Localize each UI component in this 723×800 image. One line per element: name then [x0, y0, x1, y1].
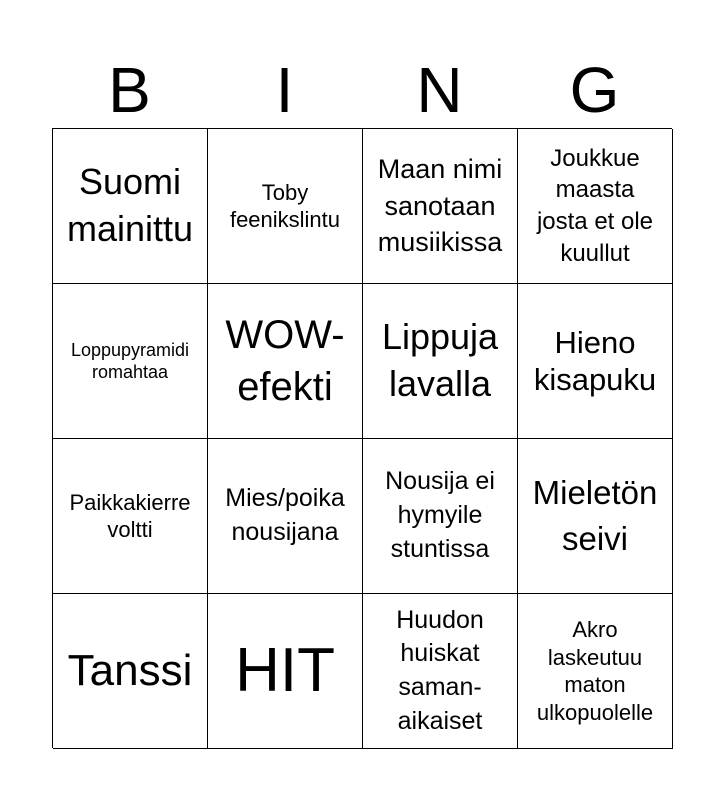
- bingo-cell-r4c1[interactable]: [53, 594, 208, 749]
- bingo-cell-r4c2[interactable]: [208, 594, 363, 749]
- header-letter-g: G: [569, 54, 620, 126]
- header-letter-n: N: [416, 54, 463, 126]
- cell-text: Nousija ei hymyile stuntissa: [385, 467, 495, 563]
- cell-text: Suomi mainittu: [66, 161, 194, 249]
- cell-text: Mies/poika nousijana: [225, 484, 345, 546]
- cell-text: Maan nimi sanotaan musiikissa: [377, 154, 503, 258]
- bingo-cell-r1c3[interactable]: [363, 129, 518, 284]
- cell-text: Tanssi: [67, 646, 193, 696]
- bingo-cell-r1c2[interactable]: [208, 129, 363, 284]
- cell-text: HIT: [235, 635, 335, 705]
- bingo-cell-r2c1[interactable]: [53, 284, 208, 439]
- bingo-cell-r4c3[interactable]: [363, 594, 518, 749]
- header-letter-b: B: [108, 54, 151, 126]
- cell-text: Mieletön seivi: [532, 473, 658, 557]
- bingo-cell-r2c3[interactable]: [363, 284, 518, 439]
- bingo-cell-r3c4[interactable]: [518, 439, 673, 594]
- cell-text: Loppupyramidi romahtaa: [70, 339, 190, 382]
- bingo-cell-r4c4[interactable]: [518, 594, 673, 749]
- bingo-cell-r3c3[interactable]: [363, 439, 518, 594]
- cell-text: Akro laskeutuu maton ulkopuolelle: [536, 617, 654, 725]
- bingo-cell-r1c4[interactable]: [518, 129, 673, 284]
- cell-text: Huudon huiskat saman-aikaiset: [396, 605, 484, 735]
- bingo-cell-r2c4[interactable]: [518, 284, 673, 439]
- cell-text: Lippuja lavalla: [381, 316, 499, 404]
- bingo-header: [52, 52, 672, 128]
- cell-text: Paikkakierre voltti: [69, 489, 191, 542]
- cell-text: Toby feenikslintu: [229, 179, 341, 232]
- bingo-cell-r1c1[interactable]: [53, 129, 208, 284]
- header-letter-i: I: [275, 54, 294, 126]
- cell-text: WOW-efekti: [225, 313, 345, 409]
- cell-text: Hieno kisapuku: [533, 324, 657, 397]
- bingo-cell-r3c1[interactable]: [53, 439, 208, 594]
- bingo-card: [52, 128, 672, 748]
- bingo-cell-r3c2[interactable]: [208, 439, 363, 594]
- bingo-cell-r2c2[interactable]: [208, 284, 363, 439]
- cell-text: Joukkue maasta josta et ole kuullut: [536, 144, 654, 267]
